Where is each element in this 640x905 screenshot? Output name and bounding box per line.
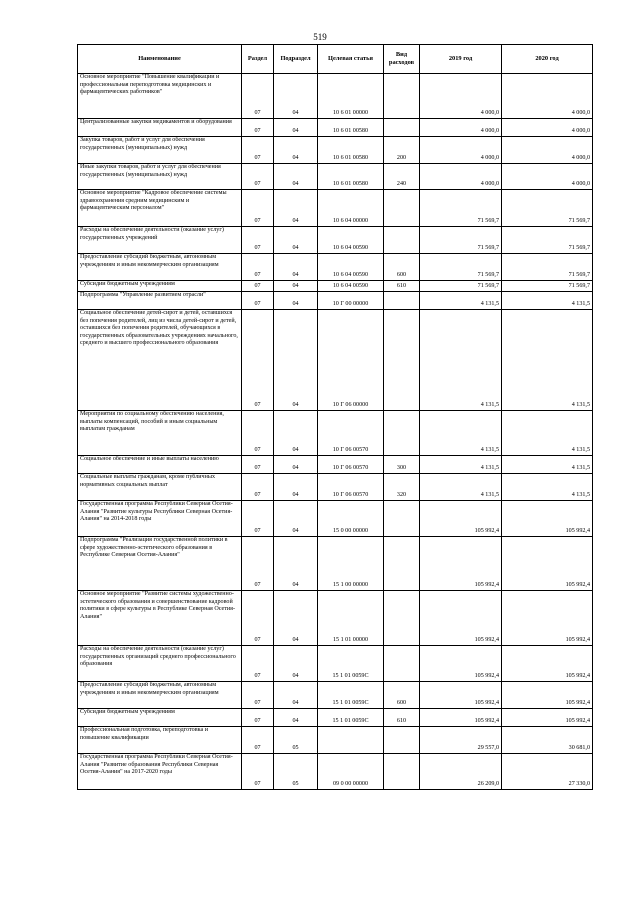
table-header-row (78, 45, 593, 74)
header-expense-type: Вид расходов (384, 45, 420, 74)
row-podrazdel: 04 (274, 456, 318, 474)
row-podrazdel: 04 (274, 310, 318, 411)
row-razdel: 07 (242, 254, 274, 281)
row-target-article: 10 6 01 00580 (318, 137, 384, 164)
row-value-2020: 4 000,0 (502, 164, 593, 190)
header-2019: 2019 год (420, 45, 502, 74)
row-podrazdel: 04 (274, 682, 318, 709)
row-expense-type: 600 (384, 254, 420, 281)
table-row (78, 74, 593, 119)
row-expense-type: 300 (384, 456, 420, 474)
table-row (78, 227, 593, 254)
header-razdel: Раздел (242, 45, 274, 74)
row-value-2019: 71 569,7 (420, 281, 502, 292)
row-value-2019: 4 131,5 (420, 474, 502, 501)
row-razdel: 07 (242, 709, 274, 727)
row-expense-type (384, 646, 420, 682)
row-value-2020: 27 330,0 (502, 754, 593, 790)
row-value-2020: 105 992,4 (502, 501, 593, 537)
row-razdel: 07 (242, 227, 274, 254)
row-value-2019: 4 000,0 (420, 74, 502, 119)
table-row (78, 682, 593, 709)
row-expense-type (384, 119, 420, 137)
row-razdel: 07 (242, 727, 274, 754)
row-value-2019: 4 000,0 (420, 137, 502, 164)
row-expense-type (384, 727, 420, 754)
row-target-article: 10 Г 06 00570 (318, 474, 384, 501)
row-podrazdel: 05 (274, 727, 318, 754)
row-expense-type: 240 (384, 164, 420, 190)
row-name: Субсидии бюджетным учреждениям (78, 709, 242, 727)
row-razdel: 07 (242, 537, 274, 591)
table-row (78, 591, 593, 646)
row-podrazdel: 04 (274, 591, 318, 646)
header-2020: 2020 год (502, 45, 593, 74)
row-podrazdel: 04 (274, 646, 318, 682)
row-value-2019: 105 992,4 (420, 591, 502, 646)
row-razdel: 07 (242, 281, 274, 292)
row-expense-type (384, 310, 420, 411)
table-row (78, 709, 593, 727)
row-podrazdel: 04 (274, 474, 318, 501)
table-row (78, 474, 593, 501)
row-expense-type: 200 (384, 137, 420, 164)
row-name: Социальные выплаты гражданам, кроме публичных нормативных социальных выплат (78, 474, 242, 501)
row-razdel: 07 (242, 682, 274, 709)
table-row (78, 190, 593, 227)
row-razdel: 07 (242, 456, 274, 474)
row-podrazdel: 04 (274, 709, 318, 727)
table-row (78, 119, 593, 137)
row-expense-type: 610 (384, 281, 420, 292)
row-podrazdel: 04 (274, 501, 318, 537)
row-podrazdel: 04 (274, 254, 318, 281)
row-target-article: 10 Г 06 00570 (318, 411, 384, 456)
row-expense-type: 610 (384, 709, 420, 727)
row-value-2020: 105 992,4 (502, 591, 593, 646)
row-value-2019: 4 131,5 (420, 411, 502, 456)
row-name: Государственная программа Республики Северная Осетия-Алания "Развитие культуры Республики Северная Осетия-Алания" на 2014-2018 годы (78, 501, 242, 537)
row-value-2020: 30 681,0 (502, 727, 593, 754)
row-name: Основное мероприятие "Кадровое обеспечение системы здравоохранения средним медицинским и фармацевтическим персоналом" (78, 190, 242, 227)
row-value-2020: 4 131,5 (502, 474, 593, 501)
row-podrazdel: 04 (274, 74, 318, 119)
row-value-2019: 4 000,0 (420, 119, 502, 137)
row-name: Профессиональная подготовка, переподготовка и повышение квалификации (78, 727, 242, 754)
row-name: Централизованные закупки медикаментов и оборудования (78, 119, 242, 137)
row-expense-type (384, 754, 420, 790)
row-podrazdel: 04 (274, 281, 318, 292)
row-value-2019: 26 209,0 (420, 754, 502, 790)
row-name: Предоставление субсидий бюджетным, автономным учреждениям и иным некоммерческим организациям (78, 254, 242, 281)
row-value-2020: 105 992,4 (502, 682, 593, 709)
row-razdel: 07 (242, 474, 274, 501)
row-target-article: 15 1 00 00000 (318, 537, 384, 591)
row-razdel: 07 (242, 411, 274, 456)
row-value-2020: 71 569,7 (502, 254, 593, 281)
row-value-2019: 4 131,5 (420, 456, 502, 474)
table-row (78, 310, 593, 411)
row-value-2020: 71 569,7 (502, 227, 593, 254)
row-podrazdel: 04 (274, 537, 318, 591)
row-podrazdel: 05 (274, 754, 318, 790)
table-row (78, 137, 593, 164)
row-name: Предоставление субсидий бюджетным, автономным учреждениям и иным некоммерческим организациям (78, 682, 242, 709)
row-razdel: 07 (242, 164, 274, 190)
row-value-2019: 29 557,0 (420, 727, 502, 754)
row-target-article: 10 6 04 00590 (318, 281, 384, 292)
row-value-2019: 71 569,7 (420, 227, 502, 254)
row-value-2019: 105 992,4 (420, 709, 502, 727)
row-name: Подпрограмма "Реализация государственной политики в сфере художественно-эстетического образования в Республике Северная Осетия-Алания" (78, 537, 242, 591)
header-target-article: Целевая статья (318, 45, 384, 74)
row-podrazdel: 04 (274, 137, 318, 164)
row-value-2020: 105 992,4 (502, 537, 593, 591)
row-target-article: 09 0 00 00000 (318, 754, 384, 790)
row-target-article: 10 6 01 00580 (318, 164, 384, 190)
budget-table (77, 44, 593, 790)
table-row (78, 646, 593, 682)
row-podrazdel: 04 (274, 190, 318, 227)
row-podrazdel: 04 (274, 411, 318, 456)
row-razdel: 07 (242, 292, 274, 310)
row-value-2020: 4 000,0 (502, 137, 593, 164)
page-number: 519 (313, 32, 327, 42)
row-value-2019: 105 992,4 (420, 501, 502, 537)
row-value-2019: 105 992,4 (420, 682, 502, 709)
row-expense-type (384, 537, 420, 591)
row-name: Расходы на обеспечение деятельности (оказание услуг) государственных учреждений (78, 227, 242, 254)
row-name: Субсидии бюджетным учреждениям (78, 281, 242, 292)
row-value-2019: 105 992,4 (420, 537, 502, 591)
row-value-2020: 71 569,7 (502, 281, 593, 292)
row-target-article: 15 1 01 00000 (318, 591, 384, 646)
table-row (78, 537, 593, 591)
row-name: Социальное обеспечение детей-сирот и детей, оставшихся без попечения родителей, лиц из числа детей-сирот и детей, оставшихся без попечения родителей, обучающихся в государственных образовательных учреждениях начального, среднего и высшего профессионального образования (78, 310, 242, 411)
row-value-2020: 105 992,4 (502, 709, 593, 727)
row-razdel: 07 (242, 74, 274, 119)
row-value-2019: 105 992,4 (420, 646, 502, 682)
row-podrazdel: 04 (274, 227, 318, 254)
row-expense-type: 320 (384, 474, 420, 501)
row-podrazdel: 04 (274, 119, 318, 137)
row-name: Государственная программа Республики Северная Осетия-Алания "Развитие образования Республики Северная Осетия-Алания" на 2017-2020 годы (78, 754, 242, 790)
row-value-2020: 4 131,5 (502, 411, 593, 456)
row-razdel: 07 (242, 501, 274, 537)
header-name: Наименование (78, 45, 242, 74)
row-expense-type (384, 411, 420, 456)
row-razdel: 07 (242, 119, 274, 137)
row-value-2020: 105 992,4 (502, 646, 593, 682)
table-row (78, 754, 593, 790)
table-row (78, 456, 593, 474)
header-podrazdel: Подраздел (274, 45, 318, 74)
row-expense-type (384, 227, 420, 254)
row-name: Закупка товаров, работ и услуг для обеспечения государственных (муниципальных) нужд (78, 137, 242, 164)
row-name: Мероприятия по социальному обеспечению населения, выплаты компенсаций, пособий и иным социальным выплатам гражданам (78, 411, 242, 456)
row-razdel: 07 (242, 310, 274, 411)
row-target-article: 10 Г 06 00570 (318, 456, 384, 474)
row-expense-type (384, 74, 420, 119)
row-value-2020: 4 131,5 (502, 292, 593, 310)
row-name: Иные закупки товаров, работ и услуг для обеспечения государственных (муниципальных) нужд (78, 164, 242, 190)
row-value-2020: 71 569,7 (502, 190, 593, 227)
row-target-article: 15 1 01 0059С (318, 682, 384, 709)
row-value-2020: 4 000,0 (502, 74, 593, 119)
row-razdel: 07 (242, 137, 274, 164)
table-body (78, 74, 593, 790)
row-name: Социальное обеспечение и иные выплаты населению (78, 456, 242, 474)
row-value-2019: 4 131,5 (420, 292, 502, 310)
row-target-article: 10 Г 06 00000 (318, 310, 384, 411)
row-podrazdel: 04 (274, 164, 318, 190)
row-value-2020: 4 131,5 (502, 456, 593, 474)
row-name: Подпрограмма "Управление развитием отрасли" (78, 292, 242, 310)
row-target-article: 10 Г 00 00000 (318, 292, 384, 310)
row-razdel: 07 (242, 190, 274, 227)
row-target-article: 10 6 04 00590 (318, 254, 384, 281)
row-target-article (318, 727, 384, 754)
table-row (78, 254, 593, 281)
row-target-article: 15 0 00 00000 (318, 501, 384, 537)
row-name: Основное мероприятие "Повышение квалификации и профессиональная переподготовка медицинских и фармацевтических работников" (78, 74, 242, 119)
row-expense-type (384, 591, 420, 646)
row-name: Расходы на обеспечение деятельности (оказание услуг) государственных организаций среднего профессионального образования (78, 646, 242, 682)
row-expense-type (384, 292, 420, 310)
row-target-article: 10 6 01 00580 (318, 119, 384, 137)
row-expense-type (384, 501, 420, 537)
row-razdel: 07 (242, 646, 274, 682)
table-row (78, 411, 593, 456)
row-value-2019: 4 000,0 (420, 164, 502, 190)
table-row (78, 281, 593, 292)
table-row (78, 164, 593, 190)
row-value-2019: 71 569,7 (420, 254, 502, 281)
table-row (78, 727, 593, 754)
row-value-2019: 4 131,5 (420, 310, 502, 411)
row-value-2020: 4 131,5 (502, 310, 593, 411)
row-expense-type (384, 190, 420, 227)
row-name: Основное мероприятие "Развитие системы художественно-эстетического образования и совершенствование кадровой политики в сфере культуры в Республике Северная Осетия-Алания" (78, 591, 242, 646)
row-expense-type: 600 (384, 682, 420, 709)
row-target-article: 15 1 01 0059С (318, 646, 384, 682)
row-target-article: 15 1 01 0059С (318, 709, 384, 727)
row-value-2020: 4 000,0 (502, 119, 593, 137)
table-row (78, 501, 593, 537)
row-value-2019: 71 569,7 (420, 190, 502, 227)
table-row (78, 292, 593, 310)
row-podrazdel: 04 (274, 292, 318, 310)
row-target-article: 10 6 01 00000 (318, 74, 384, 119)
row-razdel: 07 (242, 591, 274, 646)
row-target-article: 10 6 04 00590 (318, 227, 384, 254)
row-target-article: 10 6 04 00000 (318, 190, 384, 227)
row-razdel: 07 (242, 754, 274, 790)
